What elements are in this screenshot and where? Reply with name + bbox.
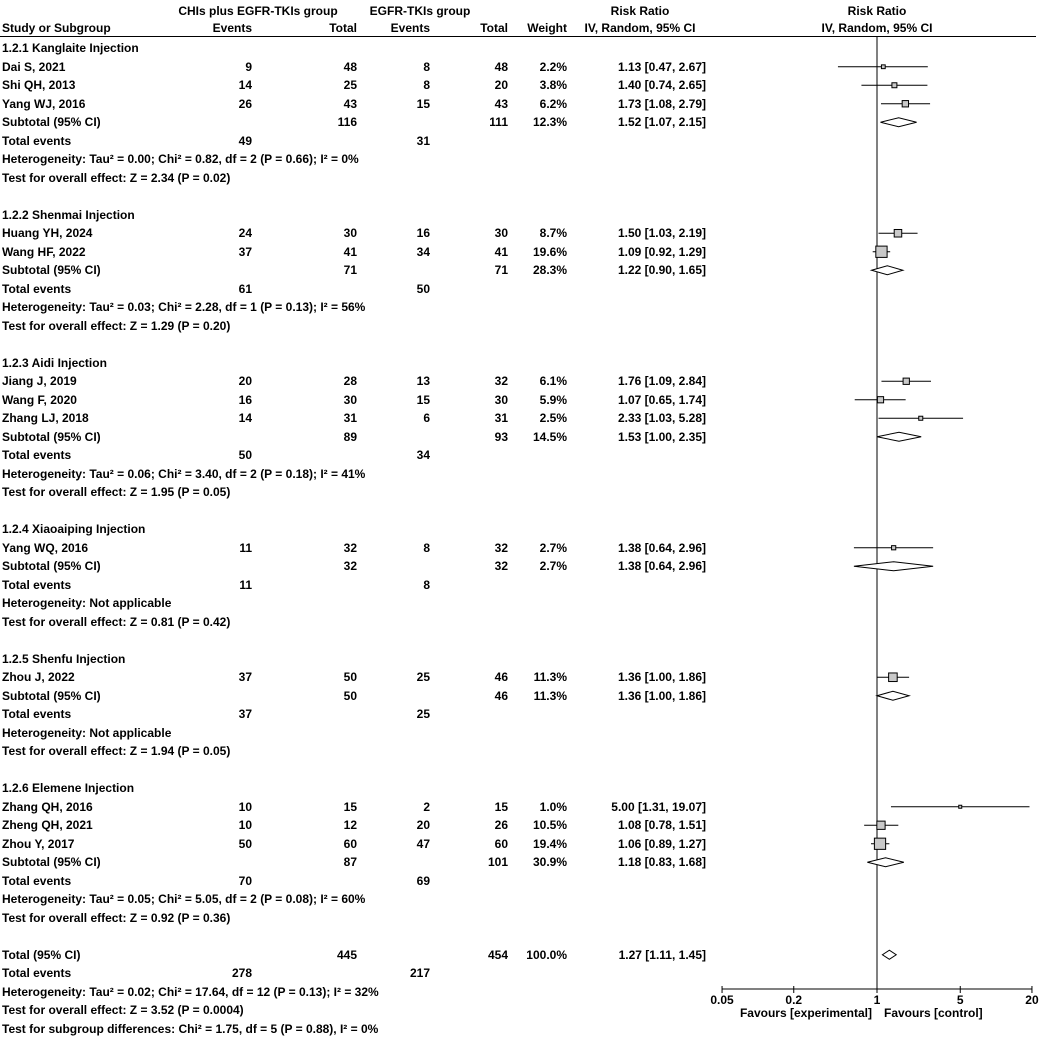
total-events-experimental: 70 — [238, 873, 252, 888]
total-rr-ci: 1.27 [1.11, 1.45] — [618, 947, 706, 962]
study-row — [0, 816, 1052, 835]
favours-experimental-label: Favours [experimental] — [739, 1006, 872, 1020]
subtotal-row — [0, 113, 1052, 132]
subtotal-label: Subtotal (95% CI) — [2, 688, 101, 703]
group2-header: EGFR-TKIs group — [369, 4, 471, 18]
study-total-experimental: 31 — [343, 411, 357, 425]
subtotal-weight: 14.5% — [532, 429, 567, 444]
subtotal-total-control: 46 — [494, 688, 508, 703]
study-total-control: 48 — [494, 59, 508, 74]
axis-tick-label: 5 — [956, 993, 964, 1007]
study-events-experimental: 9 — [245, 59, 252, 74]
study-total-control: 31 — [494, 411, 508, 425]
study-events-experimental: 50 — [238, 836, 252, 851]
heterogeneity-row — [0, 890, 1052, 909]
study-events-control: 15 — [416, 96, 430, 111]
subtotal-rr-ci: 1.52 [1.07, 2.15] — [617, 115, 706, 129]
study-total-experimental: 50 — [343, 670, 357, 684]
study-total-experimental: 30 — [343, 226, 357, 240]
subtotal-total-control: 101 — [487, 855, 508, 869]
overall-effect-text: Test for overall effect: Z = 1.95 (P = 0.05) — [2, 485, 231, 499]
subgroup-title-row — [0, 520, 1052, 539]
study-total-control: 60 — [494, 836, 508, 851]
subgroup-title: 1.2.3 Aidi Injection — [2, 355, 107, 370]
overall-effect-text: Test for overall effect: Z = 3.52 (P = 0.0004) — [2, 1003, 244, 1017]
total-events-control: 25 — [416, 707, 430, 721]
study-events-experimental: 24 — [238, 226, 252, 240]
study-rr-ci: 1.07 [0.65, 1.74] — [617, 392, 706, 407]
study-events-control: 15 — [416, 392, 430, 407]
study-rr-ci: 1.50 [1.03, 2.19] — [617, 226, 706, 240]
study-row — [0, 372, 1052, 391]
axis-tick-label: 0.05 — [710, 993, 734, 1007]
total-events-label: Total events — [2, 281, 72, 296]
study-total-control: 20 — [494, 78, 508, 92]
study-weight: 2.2% — [539, 59, 567, 74]
study-row — [0, 539, 1052, 558]
subtotal-total-experimental: 71 — [343, 263, 357, 277]
study-events-control: 16 — [416, 226, 430, 240]
heterogeneity-text: Heterogeneity: Tau² = 0.02; Chi² = 17.64, df = 12 (P = 0.13); I² = 32% — [2, 984, 379, 999]
study-total-control: 26 — [494, 818, 508, 832]
total-events-label: Total events — [2, 707, 72, 721]
study-weight: 8.7% — [539, 226, 567, 240]
study-events-experimental: 10 — [238, 818, 252, 832]
subgroup-title: 1.2.2 Shenmai Injection — [2, 207, 135, 222]
overall-effect-row — [0, 317, 1052, 336]
study-weight: 11.3% — [533, 670, 567, 684]
subtotal-row — [0, 557, 1052, 576]
study-events-experimental: 11 — [239, 540, 252, 555]
total-events-row — [0, 132, 1052, 151]
total-events-experimental: 278 — [231, 966, 252, 980]
overall-effect-row — [0, 742, 1052, 761]
subtotal-total-experimental: 87 — [343, 855, 357, 869]
study-total-experimental: 28 — [343, 374, 357, 388]
heterogeneity-row — [0, 298, 1052, 317]
subtotal-label: Subtotal (95% CI) — [2, 429, 101, 444]
study-total-experimental: 43 — [343, 96, 357, 111]
total-events-row — [0, 576, 1052, 595]
study-rr-ci: 1.13 [0.47, 2.67] — [617, 59, 706, 74]
study-rr-ci: 2.33 [1.03, 5.28] — [617, 411, 706, 425]
total-events-control: 69 — [416, 873, 430, 888]
subgroup-title: 1.2.5 Shenfu Injection — [2, 651, 126, 666]
study-rr-ci: 1.38 [0.64, 2.96] — [617, 540, 706, 555]
subgroup-title: 1.2.1 Kanglaite Injection — [2, 41, 139, 55]
study-events-control: 34 — [416, 244, 430, 259]
subtotal-total-control: 111 — [489, 115, 508, 129]
study-total-control: 30 — [494, 392, 508, 407]
header-underline — [0, 36, 1036, 37]
study-events-control: 2 — [423, 799, 430, 814]
subtotal-total-control: 71 — [494, 263, 508, 277]
subgroup-diff-row — [0, 1020, 1052, 1039]
study-weight: 19.6% — [532, 244, 567, 259]
study-total-control: 30 — [494, 226, 508, 240]
study-events-control: 47 — [416, 836, 430, 851]
subtotal-total-control: 93 — [494, 429, 508, 444]
study-events-control: 8 — [423, 78, 430, 92]
total-events-label: Total events — [2, 448, 72, 462]
study-rr-ci: 1.06 [0.89, 1.27] — [617, 836, 706, 851]
study-events-experimental: 14 — [238, 78, 252, 92]
overall-effect-text: Test for overall effect: Z = 1.94 (P = 0.05) — [2, 744, 231, 758]
total-events-label: Total events — [2, 133, 72, 148]
study-total-experimental: 25 — [343, 78, 357, 92]
total-events-control: 31 — [416, 133, 430, 148]
overall-effect-row — [0, 1001, 1052, 1020]
study-col-header: Study or Subgroup — [2, 21, 111, 35]
study-row — [0, 95, 1052, 114]
heterogeneity-row — [0, 465, 1052, 484]
subgroup-title-row — [0, 206, 1052, 225]
subtotal-row — [0, 428, 1052, 447]
study-events-experimental: 20 — [238, 374, 252, 388]
subtotal-weight: 28.3% — [532, 263, 567, 277]
subtotal-weight: 30.9% — [532, 855, 567, 869]
study-name: Yang WJ, 2016 — [2, 96, 86, 111]
subtotal-rr-ci: 1.53 [1.00, 2.35] — [617, 429, 706, 444]
study-row — [0, 76, 1052, 95]
study-total-experimental: 30 — [343, 392, 357, 407]
heterogeneity-text: Heterogeneity: Tau² = 0.06; Chi² = 3.40, df = 2 (P = 0.18); I² = 41% — [2, 466, 366, 481]
total-events-label: Total events — [2, 966, 72, 980]
study-rr-ci: 1.36 [1.00, 1.86] — [617, 670, 706, 684]
subtotal-weight: 2.7% — [539, 559, 567, 573]
total-events-control: 8 — [423, 577, 430, 592]
axis-tick-label: 0.2 — [785, 993, 803, 1007]
total-row — [0, 946, 1052, 965]
heterogeneity-row — [0, 150, 1052, 169]
subtotal-row — [0, 261, 1052, 280]
study-total-control: 15 — [494, 799, 508, 814]
total-events-experimental: 50 — [238, 448, 252, 462]
heterogeneity-row — [0, 983, 1052, 1002]
heterogeneity-text: Heterogeneity: Tau² = 0.03; Chi² = 2.28, df = 1 (P = 0.13); I² = 56% — [2, 300, 366, 314]
total1-col-header: Total — [329, 21, 357, 35]
study-total-experimental: 48 — [343, 59, 357, 74]
study-total-experimental: 32 — [343, 540, 357, 555]
study-rr-ci: 1.08 [0.78, 1.51] — [617, 818, 706, 832]
study-name: Dai S, 2021 — [2, 59, 66, 74]
study-name: Zheng QH, 2021 — [2, 818, 93, 832]
subtotal-label: Subtotal (95% CI) — [2, 559, 101, 573]
study-total-control: 41 — [494, 244, 508, 259]
study-name: Yang WQ, 2016 — [2, 540, 89, 555]
subtotal-rr-ci: 1.36 [1.00, 1.86] — [617, 688, 706, 703]
study-weight: 1.0% — [539, 799, 567, 814]
subgroup-title-row — [0, 779, 1052, 798]
ci-method-header-plot-col: IV, Random, 95% CI — [821, 21, 933, 35]
study-name: Zhou Y, 2017 — [2, 836, 75, 851]
study-name: Zhang LJ, 2018 — [2, 411, 89, 425]
overall-effect-row — [0, 483, 1052, 502]
subtotal-rr-ci: 1.22 [0.90, 1.65] — [617, 263, 706, 277]
subtotal-weight: 12.3% — [532, 115, 567, 129]
risk-ratio-header-plot-col: Risk Ratio — [847, 4, 907, 18]
study-row — [0, 798, 1052, 817]
study-events-experimental: 16 — [238, 392, 252, 407]
total-events-row — [0, 280, 1052, 299]
study-name: Zhang QH, 2016 — [2, 799, 93, 814]
study-rr-ci: 1.73 [1.08, 2.79] — [617, 96, 706, 111]
events1-col-header: Events — [212, 21, 252, 35]
subtotal-total-experimental: 89 — [343, 429, 357, 444]
subtotal-row — [0, 687, 1052, 706]
risk-ratio-header-text-col: Risk Ratio — [610, 4, 670, 18]
study-total-control: 43 — [494, 96, 508, 111]
study-rr-ci: 5.00 [1.31, 19.07] — [611, 799, 706, 814]
study-name: Shi QH, 2013 — [2, 78, 76, 92]
study-weight: 6.1% — [539, 374, 567, 388]
subgroup-differences-text: Test for subgroup differences: Chi² = 1.75, df = 5 (P = 0.88), I² = 0% — [2, 1021, 379, 1036]
study-events-control: 13 — [416, 374, 430, 388]
total-events-row — [0, 872, 1052, 891]
total-events-experimental: 11 — [239, 577, 252, 592]
axis-tick-label: 1 — [873, 993, 881, 1007]
study-rr-ci: 1.40 [0.74, 2.65] — [617, 78, 706, 92]
events2-col-header: Events — [390, 21, 430, 35]
study-rr-ci: 1.76 [1.09, 2.84] — [617, 374, 706, 388]
study-total-control: 32 — [494, 374, 508, 388]
study-events-experimental: 37 — [238, 670, 252, 684]
study-total-experimental: 12 — [343, 818, 357, 832]
subtotal-row — [0, 853, 1052, 872]
study-events-control: 20 — [416, 818, 430, 832]
total-events-row — [0, 705, 1052, 724]
total-total-control: 454 — [487, 947, 508, 962]
study-total-experimental: 41 — [343, 244, 357, 259]
study-events-control: 8 — [423, 540, 430, 555]
study-name: Wang HF, 2022 — [2, 244, 86, 259]
total-total-experimental: 445 — [336, 947, 357, 962]
total-events-experimental: 61 — [238, 281, 252, 296]
study-events-control: 8 — [423, 59, 430, 74]
study-weight: 3.8% — [539, 78, 567, 92]
total-events-label: Total events — [2, 873, 72, 888]
study-weight: 6.2% — [539, 96, 567, 111]
subtotal-total-experimental: 50 — [343, 688, 357, 703]
study-row — [0, 391, 1052, 410]
total-weight: 100.0% — [526, 947, 567, 962]
subgroup-title: 1.2.4 Xiaoaiping Injection — [2, 522, 146, 536]
total-events-control: 34 — [416, 448, 430, 462]
subtotal-rr-ci: 1.38 [0.64, 2.96] — [617, 559, 706, 573]
subtotal-label: Subtotal (95% CI) — [2, 115, 101, 129]
heterogeneity-row — [0, 724, 1052, 743]
study-weight: 10.5% — [532, 818, 567, 832]
favours-control-label: Favours [control] — [884, 1006, 983, 1020]
study-weight: 5.9% — [539, 392, 567, 407]
subtotal-total-experimental: 116 — [337, 115, 357, 129]
study-row — [0, 409, 1052, 428]
study-events-experimental: 10 — [238, 799, 252, 814]
axis-tick-label: 20 — [1025, 993, 1039, 1007]
total-events-label: Total events — [2, 577, 72, 592]
heterogeneity-text: Heterogeneity: Tau² = 0.00; Chi² = 0.82, df = 2 (P = 0.66); I² = 0% — [2, 152, 359, 166]
subtotal-label: Subtotal (95% CI) — [2, 263, 101, 277]
study-total-experimental: 15 — [343, 799, 357, 814]
subtotal-total-experimental: 32 — [343, 559, 357, 573]
study-total-experimental: 60 — [343, 836, 357, 851]
study-row — [0, 58, 1052, 77]
study-name: Huang YH, 2024 — [2, 226, 93, 240]
study-events-control: 6 — [423, 411, 430, 425]
total2-col-header: Total — [480, 21, 508, 35]
subtotal-weight: 11.3% — [533, 688, 567, 703]
total-events-control: 217 — [409, 966, 430, 980]
study-events-experimental: 14 — [238, 411, 252, 425]
total-events-experimental: 37 — [238, 707, 252, 721]
overall-effect-row — [0, 909, 1052, 928]
study-events-experimental: 37 — [238, 244, 252, 259]
study-weight: 19.4% — [532, 836, 567, 851]
study-row — [0, 224, 1052, 243]
ci-method-header-text-col: IV, Random, 95% CI — [584, 21, 696, 35]
subgroup-title: 1.2.6 Elemene Injection — [2, 781, 135, 795]
overall-effect-text: Test for overall effect: Z = 2.34 (P = 0.02) — [2, 170, 231, 185]
subtotal-label: Subtotal (95% CI) — [2, 855, 101, 869]
weight-col-header: Weight — [527, 21, 567, 35]
subtotal-rr-ci: 1.18 [0.83, 1.68] — [617, 855, 706, 869]
overall-effect-row — [0, 613, 1052, 632]
study-total-control: 46 — [494, 670, 508, 684]
group1-header: CHIs plus EGFR-TKIs group — [178, 4, 338, 18]
subgroup-title-row — [0, 650, 1052, 669]
subgroup-title-row — [0, 354, 1052, 373]
subtotal-total-control: 32 — [494, 559, 508, 573]
heterogeneity-text: Heterogeneity: Not applicable — [2, 596, 172, 610]
study-name: Jiang J, 2019 — [2, 374, 77, 388]
overall-effect-row — [0, 169, 1052, 188]
study-weight: 2.7% — [539, 540, 567, 555]
heterogeneity-text: Heterogeneity: Tau² = 0.05; Chi² = 5.05, df = 2 (P = 0.08); I² = 60% — [2, 892, 366, 906]
study-events-control: 25 — [416, 670, 430, 684]
total-events-row — [0, 964, 1052, 983]
study-rr-ci: 1.09 [0.92, 1.29] — [617, 244, 706, 259]
overall-effect-text: Test for overall effect: Z = 0.92 (P = 0.36) — [2, 910, 231, 925]
study-name: Wang F, 2020 — [2, 392, 77, 407]
heterogeneity-text: Heterogeneity: Not applicable — [2, 725, 172, 740]
study-weight: 2.5% — [539, 411, 567, 425]
total-events-experimental: 49 — [238, 133, 252, 148]
study-row — [0, 835, 1052, 854]
study-row — [0, 668, 1052, 687]
overall-effect-text: Test for overall effect: Z = 0.81 (P = 0.42) — [2, 614, 231, 629]
total-events-row — [0, 446, 1052, 465]
study-row — [0, 243, 1052, 262]
total-label: Total (95% CI) — [2, 947, 81, 962]
total-events-control: 50 — [416, 281, 430, 296]
study-total-control: 32 — [494, 540, 508, 555]
study-name: Zhou J, 2022 — [2, 670, 75, 684]
study-events-experimental: 26 — [238, 96, 252, 111]
heterogeneity-row — [0, 594, 1052, 613]
subgroup-title-row — [0, 39, 1052, 58]
overall-effect-text: Test for overall effect: Z = 1.29 (P = 0.20) — [2, 318, 231, 333]
